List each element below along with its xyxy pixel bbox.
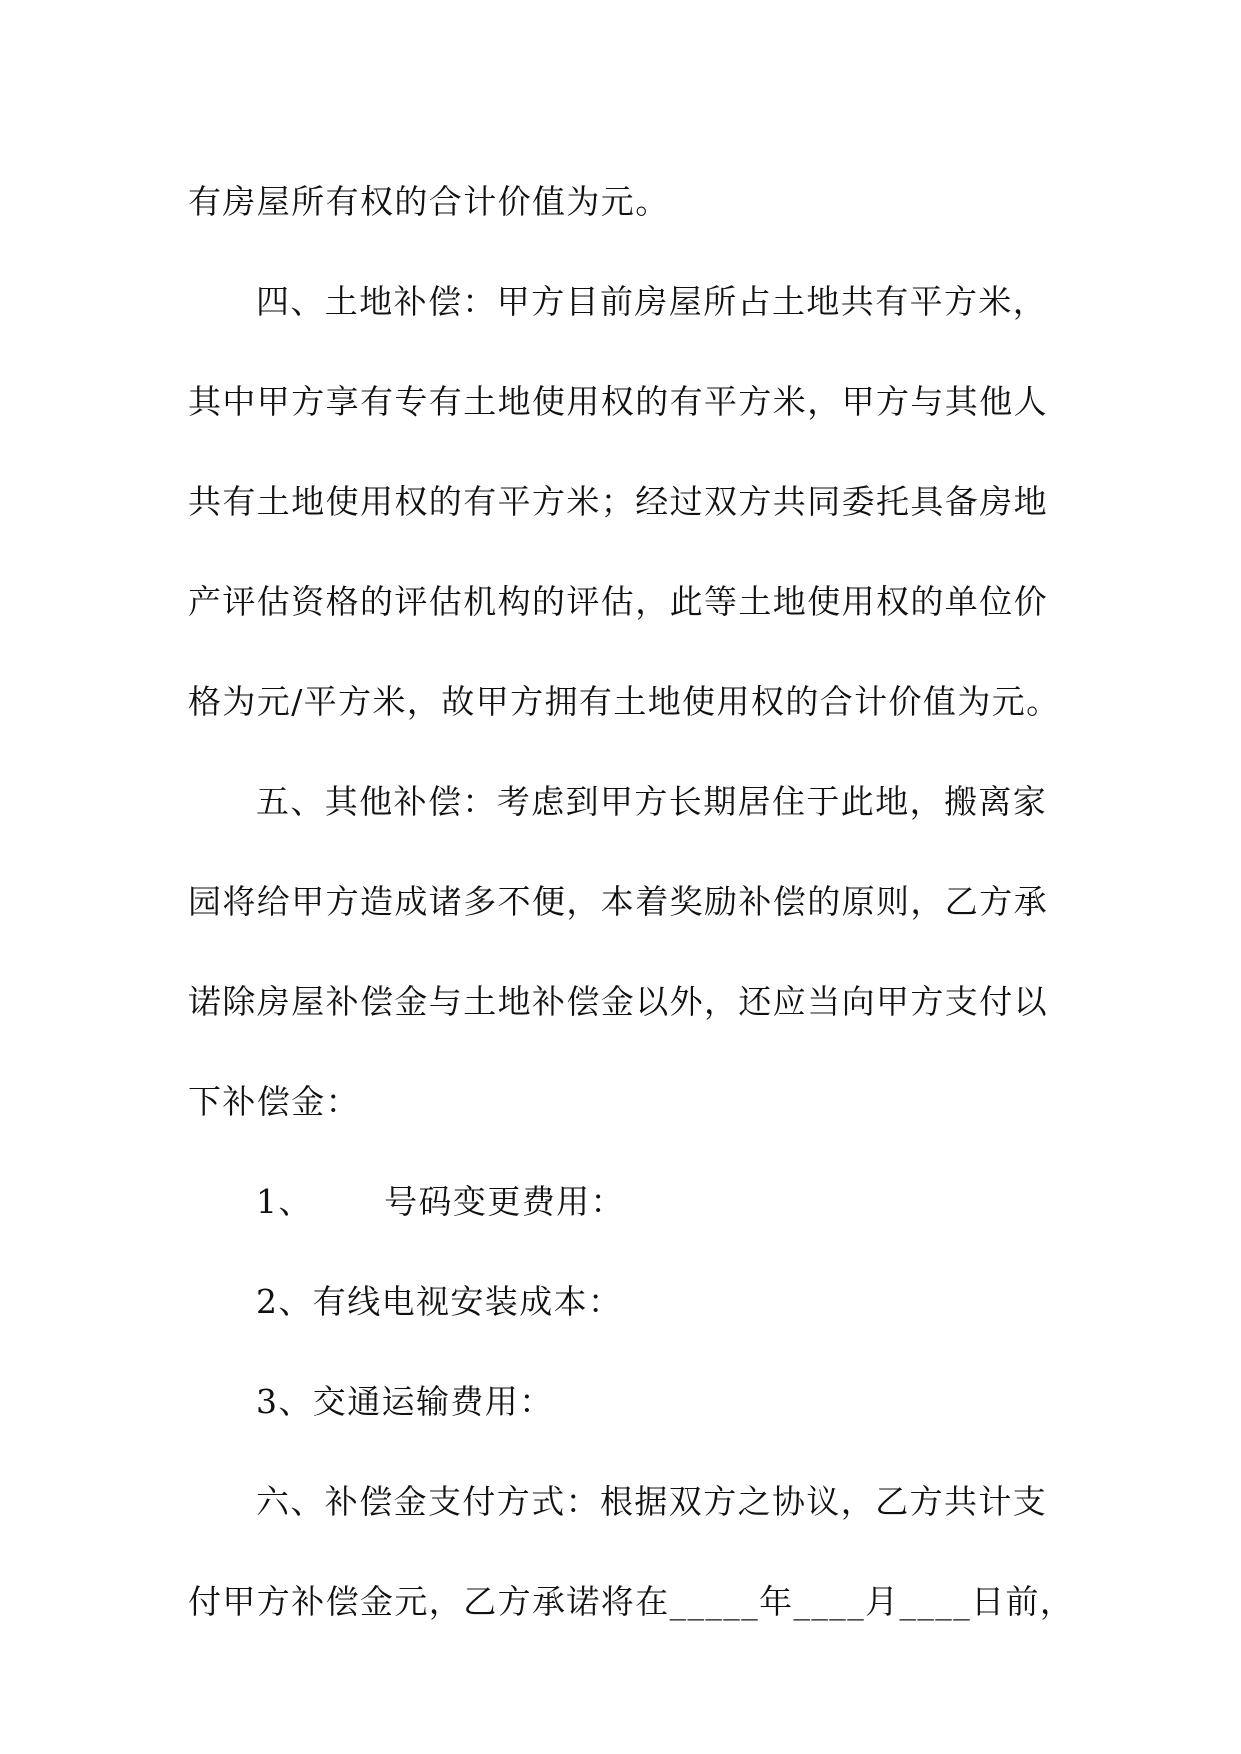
list-item: 2、有线电视安装成本： (256, 1282, 623, 1321)
paragraph-line: 六、补偿金支付方式：根据双方之协议，乙方共计支 (256, 1482, 1048, 1521)
paragraph-line: 园将给甲方造成诸多不便，本着奖励补偿的原则，乙方承 (188, 882, 1048, 921)
paragraph-line: 下补偿金： (188, 1082, 360, 1121)
paragraph-line: 五、其他补偿：考虑到甲方长期居住于此地，搬离家 (256, 782, 1048, 821)
paragraph-line: 付甲方补偿金元，乙方承诺将在_____年____月____日前， (188, 1582, 1075, 1621)
paragraph-line: 产评估资格的评估机构的评估，此等土地使用权的单位价 (188, 582, 1048, 621)
paragraph-line: 有房屋所有权的合计价值为元。 (188, 182, 670, 221)
paragraph-line: 诺除房屋补偿金与土地补偿金以外，还应当向甲方支付以 (188, 982, 1048, 1021)
list-item: 1、 号码变更费用： (256, 1182, 625, 1221)
paragraph-line: 四、土地补偿：甲方目前房屋所占土地共有平方米， (256, 282, 1048, 321)
paragraph-line: 共有土地使用权的有平方米；经过双方共同委托具备房地 (188, 482, 1048, 521)
paragraph-line: 其中甲方享有专有土地使用权的有平方米，甲方与其他人 (188, 382, 1048, 421)
paragraph-line: 格为元/平方米，故甲方拥有土地使用权的合计价值为元。 (188, 682, 1061, 721)
list-item: 3、交通运输费用： (256, 1382, 554, 1421)
